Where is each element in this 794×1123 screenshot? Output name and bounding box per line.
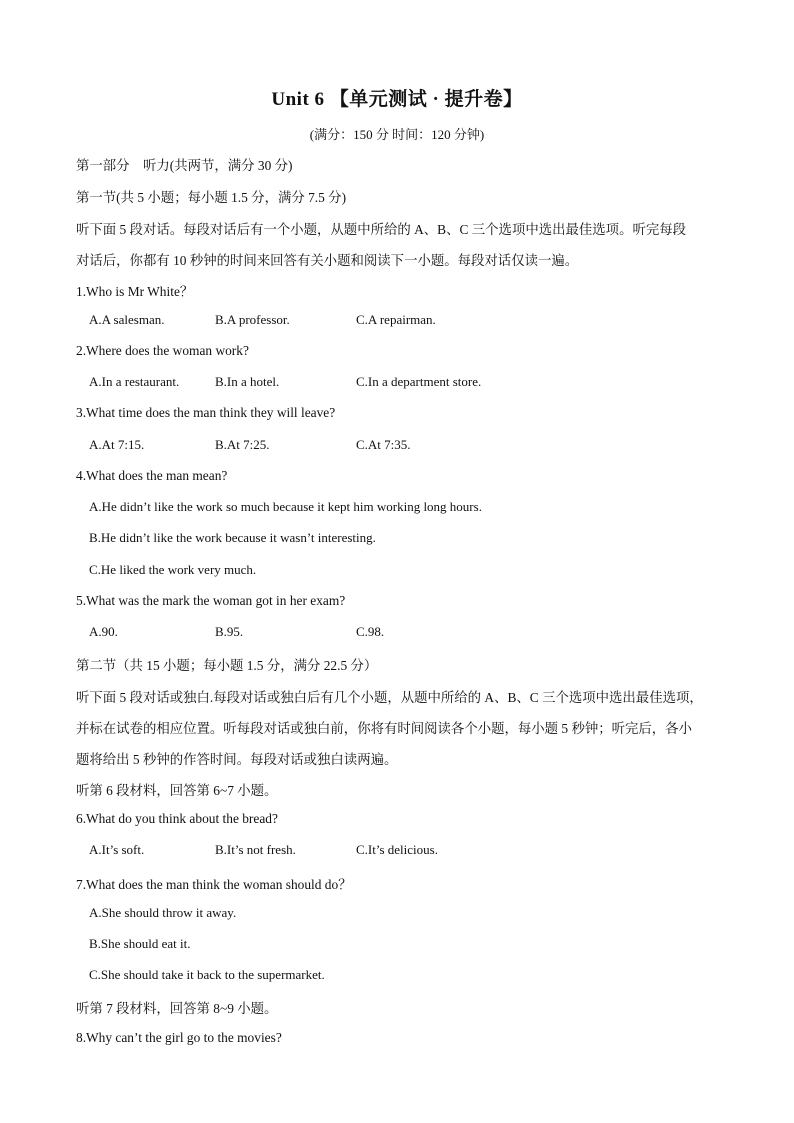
- question-6-stem: 6.What do you think about the bread?: [76, 811, 278, 826]
- material-6-note: 听第 6 段材料，回答第 6~7 小题。: [76, 783, 278, 798]
- question-2-option-a: A.In a restaurant.: [89, 374, 180, 389]
- material-7-note: 听第 7 段材料，回答第 8~9 小题。: [76, 1001, 278, 1016]
- question-2-option-b: B.In a hotel.: [215, 374, 280, 389]
- question-4-option-c: C.He liked the work very much.: [89, 562, 257, 577]
- question-3-stem: 3.What time does the man think they will leave?: [76, 405, 336, 420]
- question-3-option-c: C.At 7:35.: [356, 437, 411, 452]
- question-5-option-a: A.90.: [89, 624, 118, 639]
- question-6-option-c: C.It’s delicious.: [356, 842, 438, 857]
- question-4-stem: 4.What does the man mean?: [76, 468, 228, 483]
- question-5-stem: 5.What was the mark the woman got in her exam?: [76, 593, 346, 608]
- question-2-option-c: C.In a department store.: [356, 374, 482, 389]
- question-8-stem: 8.Why can’t the girl go to the movies?: [76, 1030, 282, 1045]
- question-2-stem: 2.Where does the woman work?: [76, 343, 249, 358]
- section2-heading: 第二节（共 15 小题；每小题 1.5 分，满分 22.5 分）: [76, 658, 378, 673]
- section1-instruction-line2: 对话后，你都有 10 秒钟的时间来回答有关小题和阅读下一小题。每段对话仅读一遍。: [76, 253, 579, 268]
- section2-instruction-line1: 听下面 5 段对话或独白.每段对话或独白后有几个小题，从题中所给的 A、B、C 三个选项中选出最佳选项，: [76, 690, 703, 705]
- page-title: Unit 6 【单元测试 · 提升卷】: [271, 89, 523, 110]
- question-6-option-b: B.It’s not fresh.: [215, 842, 296, 857]
- section1-heading: 第一节(共 5 小题；每小题 1.5 分，满分 7.5 分): [76, 190, 347, 205]
- question-4-option-a: A.He didn’t like the work so much because it kept him working long hours.: [89, 499, 482, 514]
- section2-instruction-line3: 题将给出 5 秒钟的作答时间。每段对话或独白读两遍。: [76, 752, 398, 767]
- question-5-option-b: B.95.: [215, 624, 244, 639]
- question-7-stem: 7.What does the man think the woman should do？: [76, 877, 352, 892]
- part1-heading: 第一部分 听力(共两节，满分 30 分): [76, 158, 293, 173]
- question-7-option-b: B.She should eat it.: [89, 936, 191, 951]
- section1-instruction-line1: 听下面 5 段对话。每段对话后有一个小题，从题中所给的 A、B、C 三个选项中选出最佳选项。听完每段: [76, 222, 687, 237]
- question-7-option-c: C.She should take it back to the supermarket.: [89, 967, 325, 982]
- question-6-option-a: A.It’s soft.: [89, 842, 145, 857]
- section2-instruction-line2: 并标在试卷的相应位置。听每段对话或独白前，你将有时间阅读各个小题，每小题 5 秒钟；听完后，各小: [76, 721, 692, 736]
- question-5-option-c: C.98.: [356, 624, 385, 639]
- question-1-option-a: A.A salesman.: [89, 312, 165, 327]
- question-1-option-b: B.A professor.: [215, 312, 290, 327]
- question-3-option-a: A.At 7:15.: [89, 437, 145, 452]
- question-4-option-b: B.He didn’t like the work because it wasn’t interesting.: [89, 530, 376, 545]
- score-time-note: (满分：150 分 时间：120 分钟): [309, 127, 485, 142]
- question-7-option-a: A.She should throw it away.: [89, 905, 237, 920]
- question-1-option-c: C.A repairman.: [356, 312, 436, 327]
- question-1-stem: 1.Who is Mr White？: [76, 284, 194, 299]
- question-3-option-b: B.At 7:25.: [215, 437, 270, 452]
